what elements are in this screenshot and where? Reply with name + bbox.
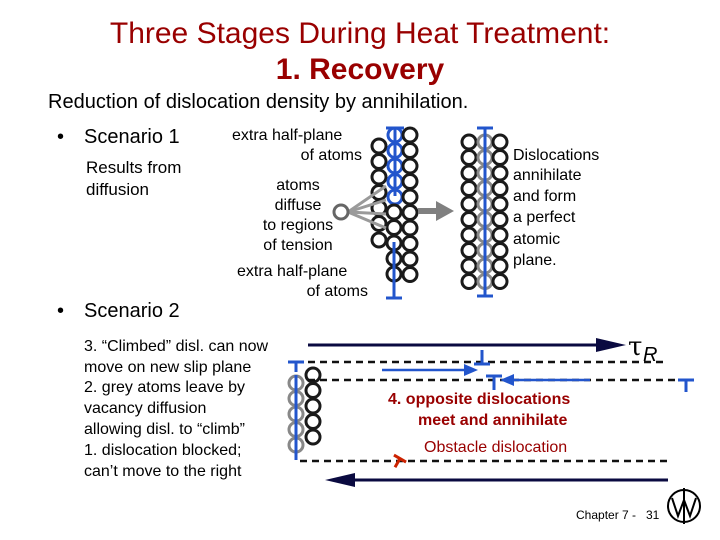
step-line-6: 1. dislocation blocked; bbox=[84, 442, 242, 459]
lattice-atom bbox=[493, 275, 507, 289]
scenario-1-note-line-1: Results from bbox=[86, 158, 182, 177]
lattice-atom bbox=[387, 221, 401, 235]
atoms-diffuse-line-1: atoms bbox=[276, 177, 320, 194]
step-line-1: 3. “Climbed” disl. can now bbox=[84, 338, 269, 355]
lattice-atom bbox=[306, 415, 320, 429]
lattice-atom bbox=[306, 430, 320, 444]
scenario-1-label: Scenario 1 bbox=[84, 126, 180, 148]
lattice-atom bbox=[462, 166, 476, 180]
lattice-atom bbox=[403, 252, 417, 266]
scenario-2-bullet: • bbox=[57, 300, 65, 322]
step-line-5: allowing disl. to “climb” bbox=[84, 421, 245, 438]
half-plane-bottom-label-1: extra half-plane bbox=[237, 263, 348, 280]
lattice-atom bbox=[403, 237, 417, 251]
title-line-1: Three Stages During Heat Treatment: bbox=[109, 17, 611, 50]
approach-arrow-right-head bbox=[500, 374, 514, 386]
lower-slip-arrow-head bbox=[325, 473, 355, 487]
half-plane-top-label-2: of atoms bbox=[300, 147, 362, 164]
lattice-atom bbox=[387, 205, 401, 219]
scenario-1-bullet: • bbox=[57, 126, 65, 148]
result-line-1: Dislocations bbox=[513, 147, 600, 164]
opposite-dislocation-symbol bbox=[486, 376, 502, 390]
lattice-atom bbox=[462, 259, 476, 273]
lattice-atom bbox=[403, 159, 417, 173]
lattice-atom bbox=[462, 213, 476, 227]
atoms-diffuse-line-2: diffuse bbox=[274, 197, 322, 214]
half-plane-top-label-1: extra half-plane bbox=[232, 127, 343, 144]
lattice-atom bbox=[493, 135, 507, 149]
lattice-atom bbox=[462, 197, 476, 211]
lattice-atom bbox=[403, 128, 417, 142]
transform-arrow bbox=[418, 201, 454, 221]
step-line-2: move on new slip plane bbox=[84, 359, 252, 376]
step-line-4: vacancy diffusion bbox=[84, 400, 207, 417]
upper-slip-arrow-head bbox=[596, 338, 626, 352]
lattice-atom bbox=[493, 228, 507, 242]
lattice-atom bbox=[493, 182, 507, 196]
climbed-dislocation-symbol bbox=[288, 362, 304, 372]
lattice-atom bbox=[372, 139, 386, 153]
footer-page-number: 31 bbox=[646, 508, 660, 522]
lattice-atom bbox=[493, 259, 507, 273]
lattice-atom bbox=[372, 155, 386, 169]
tau-subscript: R bbox=[643, 344, 658, 366]
opposite-dislocations-line-1: 4. opposite dislocations bbox=[388, 391, 571, 408]
atoms-diffuse-line-3: to regions bbox=[262, 217, 334, 234]
lattice-atom bbox=[462, 151, 476, 165]
lattice-atom bbox=[462, 182, 476, 196]
lattice-atom bbox=[462, 135, 476, 149]
lattice-atom bbox=[493, 244, 507, 258]
opposite-dislocations-line-2: meet and annihilate bbox=[418, 412, 568, 429]
diffusion-arrows bbox=[348, 186, 386, 228]
tau-symbol: τ bbox=[628, 332, 643, 362]
lattice-atom bbox=[493, 213, 507, 227]
slip-planes bbox=[300, 338, 684, 487]
obstacle-dislocation-label: Obstacle dislocation bbox=[424, 439, 568, 456]
subtitle: Reduction of dislocation density by annihilation. bbox=[48, 91, 469, 113]
lattice-atom bbox=[493, 151, 507, 165]
lattice-atom bbox=[306, 384, 320, 398]
obstacle-dislocation-symbol bbox=[389, 455, 406, 471]
lattice-atom bbox=[493, 166, 507, 180]
lattice-atom bbox=[403, 206, 417, 220]
scenario-1-note-line-2: diffusion bbox=[86, 180, 150, 199]
diffusing-atom bbox=[334, 205, 348, 219]
atoms-diffuse-line-4: of tension bbox=[263, 237, 333, 254]
approach-arrow-left-head bbox=[464, 364, 478, 376]
transform-arrow-head bbox=[436, 201, 454, 221]
lattice-atom bbox=[403, 221, 417, 235]
university-logo bbox=[668, 488, 700, 524]
lattice-atom bbox=[403, 268, 417, 282]
lattice-atom bbox=[493, 197, 507, 211]
lattice-atom bbox=[403, 175, 417, 189]
diffusion-arrow-line bbox=[348, 200, 386, 212]
result-line-3: and form bbox=[513, 188, 577, 205]
lattice-atom bbox=[403, 144, 417, 158]
lattice-atom bbox=[462, 244, 476, 258]
lattice-atom bbox=[403, 190, 417, 204]
scenario-2-label: Scenario 2 bbox=[84, 300, 180, 322]
result-line-2: annihilate bbox=[513, 167, 582, 184]
far-right-dislocation-symbol bbox=[678, 380, 694, 392]
half-plane-bottom-label-2: of atoms bbox=[306, 283, 368, 300]
step-line-7: can’t move to the right bbox=[84, 463, 242, 480]
footer-chapter: Chapter 7 - bbox=[576, 508, 637, 522]
lattice-atom bbox=[306, 399, 320, 413]
step-line-3: 2. grey atoms leave by bbox=[84, 379, 245, 396]
dislocation-symbols bbox=[288, 350, 694, 392]
atom-lattice-group bbox=[289, 128, 507, 452]
lattice-atom bbox=[462, 228, 476, 242]
result-line-4: a perfect bbox=[513, 209, 576, 226]
lattice-atom bbox=[462, 275, 476, 289]
title-line-2: 1. Recovery bbox=[275, 53, 445, 86]
lattice-atom bbox=[372, 170, 386, 184]
lattice-atom bbox=[372, 233, 386, 247]
result-line-5: atomic bbox=[513, 231, 561, 248]
result-line-6: plane. bbox=[513, 252, 557, 269]
